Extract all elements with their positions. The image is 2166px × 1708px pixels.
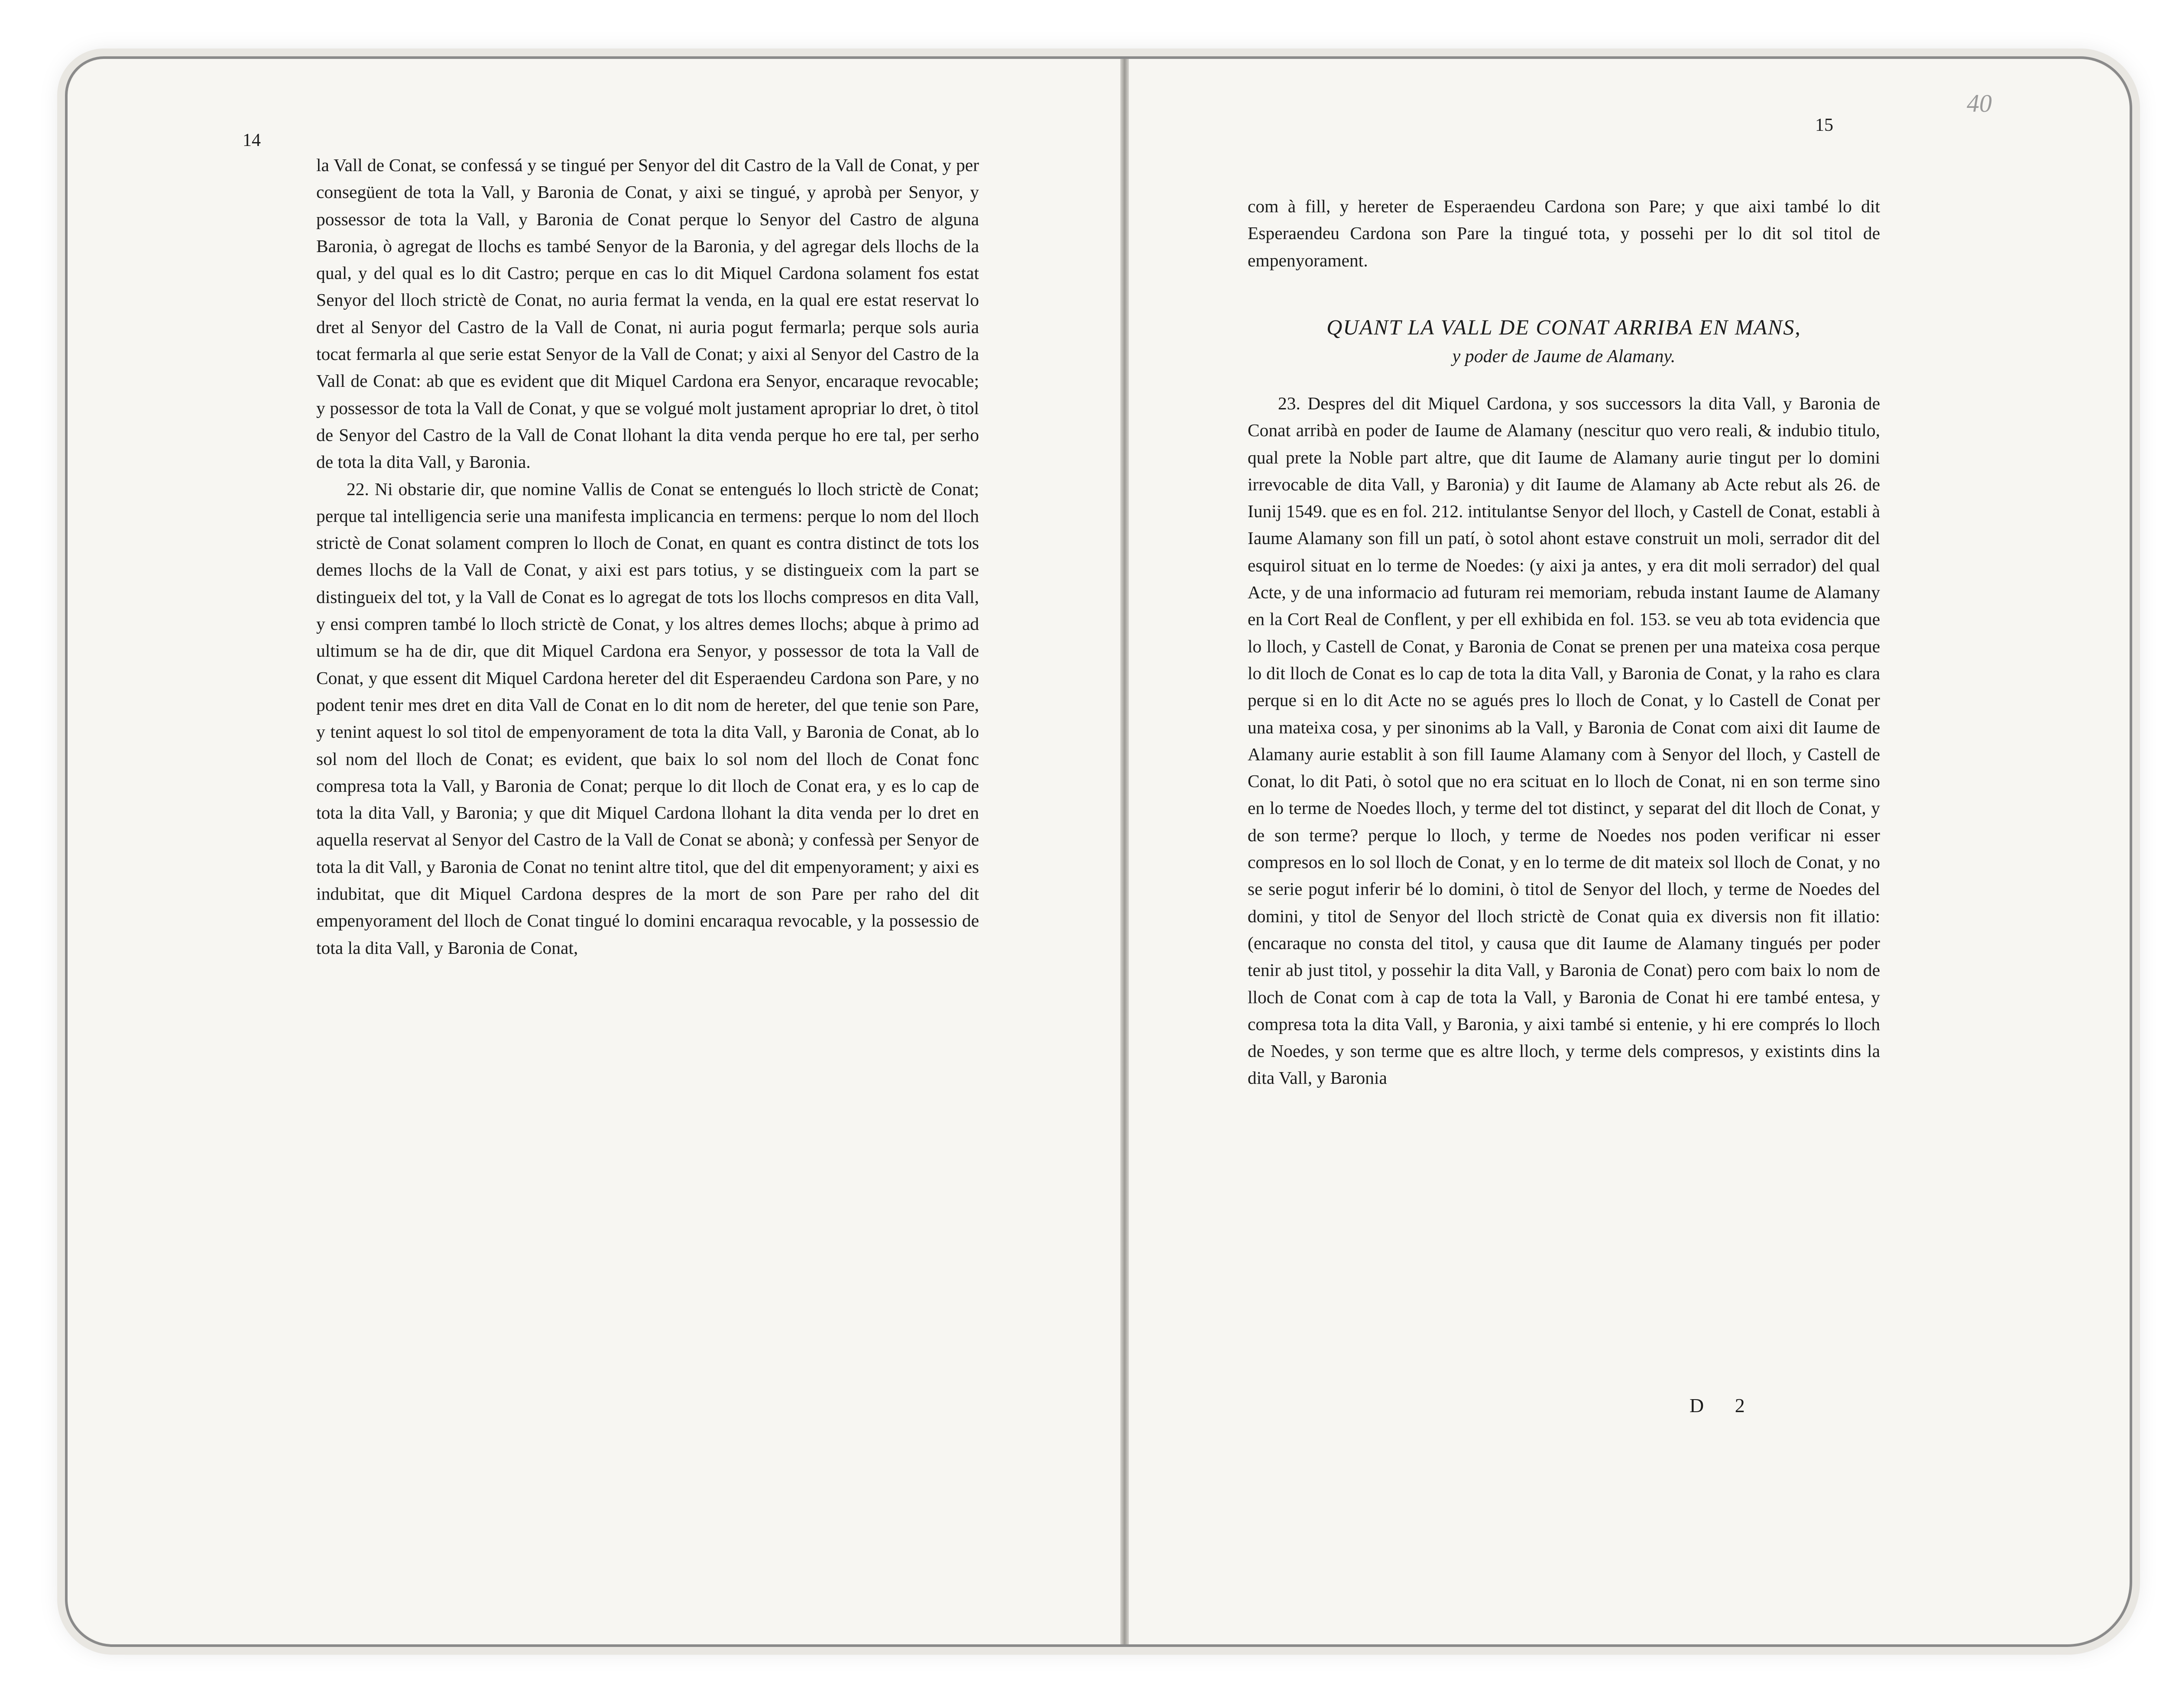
right-page-opening-text <box>1248 193 1880 274</box>
section-heading-line-2: y poder de Jaume de Alamany. <box>1452 347 1676 366</box>
left-paragraph-1: la Vall de Conat, se confessá y se tingué per Senyor del dit Castro de la Vall de Conat, y per consegüent de tota la Vall, y Baronia de Conat, y aixi se tingué, y aprobà per Senyor, y possessor de tota la Vall, y Baronia de Conat perque lo Senyor del Castro de alguna Baronia, ò agregat de llochs es també Senyor de la Baronia, y del agregar dels llochs de la qual, y del qual es lo dit Castro; perque en cas lo dit Miquel Cardona solament fos estat Senyor del lloch strictè de Conat, no auria fermat la venda, en la qual ere estat reservat lo dret al Senyor del Castro de la Vall de Conat, ni auria pogut fermarla; perque sols auria tocat fermarla al que serie estat Senyor de la Vall de Conat; y aixi al Senyor del Castro de la Vall de Conat: ab que es evident que dit Miquel Cardona era Senyor, encaraque revocable; y possessor de tota la Vall de Conat, y que se volgué molt justament apropriar lo dret, ò titol de Senyor del Castro de la Vall de Conat llohant la dita venda perque ho ere tal, per serho de tota la dita Vall, y Baronia. <box>316 155 979 472</box>
right-paragraph-23: 23. Despres del dit Miquel Cardona, y sos successors la dita Vall, y Baronia de Conat arribà en poder de Iaume de Alamany (nescitur quo vero reali, & indubio titulo, qual prete la Noble part altre, que dit Iaume de Alamany aurie tingut per lo domini irrevocable de dita Vall, y Baronia) y dit Iaume de Alamany ab Acte rebut als 26. de Iunij 1549. que es en fol. 212. intitulantse Senyor del lloch, y Castell de Conat, establi à Iaume Alamany son fill un patí, ò sotol ahont estave construit un moli, serrador dit del esquirol situat en lo terme de Noedes: (y aixi ja antes, y era dit moli serrador) del qual Acte, y de una informacio ad futuram rei memoriam, rebuda instant Iaume de Alamany en la Cort Real de Conflent, y per ell exhibida en fol. 153. se veu ab tota evidencia que lo lloch, y Castell de Conat, y Baronia de Conat se prenen per una mateixa cosa perque lo dit lloch de Conat es lo cap de tota la dita Vall, y Baronia de Conat, y la raho es clara perque si en lo dit Acte no se agués pres lo lloch de Conat, y lo Castell de Conat per una mateixa cosa, y per sinonims ab la Vall, y Baronia de Conat com aixi dit Iaume de Alamany aurie establit à son fill Iaume Alamany com à Senyor del lloch, y Castell de Conat, lo dit Pati, ò sotol que no era scituat en lo lloch de Conat, ni en son terme sino en lo terme de Noedes lloch, y terme del tot distinct, y separat del dit lloch de Conat, y de son terme? perque lo lloch, y terme de Noedes nos poden verificar ni esser compresos en lo sol lloch de Conat, y en lo terme de dit mateix sol lloch de Conat, y no se serie pogut inferir bé lo domini, ò titol de Senyor del lloch, y terme de Noedes del domini, y titol de Senyor del lloch strictè de Conat quia ex diversis non fit illatio: (encaraque no consta del titol, y causa que dit Iaume de Alamany tingués per poder tenir ab just titol, y possehir la dita Vall, y Baronia de Conat) pero com baix lo nom de lloch de Conat com à cap de tota la Vall, y Baronia de Conat hi ere també entesa, y compresa tota la dita Vall, y Baronia, y aixi també si entenie, y hi ere comprés lo lloch de Noedes, y son terme que es altre lloch, y terme dels compresos, y existints dins la dita Vall, y Baronia <box>1248 393 1880 1088</box>
signature-mark: D 2 <box>1689 1394 1758 1416</box>
left-page-text <box>316 152 979 961</box>
left-paragraph-2: 22. Ni obstarie dir, que nomine Vallis de Conat se entengués lo lloch strictè de Conat; perque tal intelligencia serie una manifesta implicancia en termens: perque lo nom del lloch strictè de Conat solament compren lo lloch de Conat, en quant es contra distinct de tots los demes llochs de la Vall de Conat, y aixi est pars totius, y se distingueix com la part se distingueix del tot, y la Vall de Conat es lo agregat de tots los llochs compresos en dita Vall, y ensi compren també lo lloch strictè de Conat, y los altres demes llochs; abque à primo ad ultimum se ha de dir, que dit Miquel Cardona era Senyor, y possessor de tota la Vall de Conat, y que essent dit Miquel Cardona hereter del dit Esperaendeu Cardona son Pare, y no podent tenir mes dret en dita Vall de Conat en lo dit nom de hereter, del que tenie son Pare, y tenint aquest lo sol titol de empenyorament de tota la dita Vall, y Baronia de Conat, ab lo sol nom del lloch de Conat; es evident, que baix lo sol nom del lloch de Conat fonc compresa tota la Vall, y Baronia de Conat; perque lo dit lloch de Conat era, y es lo cap de tota la dita Vall, y Baronia; y que dit Miquel Cardona llohant la dita venda per lo dret en aquella reservat al Senyor del Castro de la Vall de Conat se abonà; y confessà per Senyor de tota la dit Vall, y Baronia de Conat no tenint altre titol, que del dit empenyorament; y aixi es indubitat, que dit Miquel Cardona despres de la mort de son Pare per raho del dit empenyorament del lloch de Conat tingué lo domini encaraqua revocable, y la possessio de tota la dita Vall, y Baronia de Conat, <box>316 479 979 958</box>
section-heading <box>1248 312 1880 371</box>
right-page-text <box>1248 390 1880 1092</box>
right-page-number: 15 <box>1815 115 1833 135</box>
pencil-folio-note: 40 <box>1967 89 1992 117</box>
right-opening-paragraph: com à fill, y hereter de Esperaendeu Cardona son Pare; y que aixi també lo dit Esperaendeu Cardona son Pare la tingué tota, y possehi per lo dit sol titol de empenyorament. <box>1248 196 1880 270</box>
book-gutter <box>1120 59 1129 1644</box>
section-heading-line-1: QUANT LA VALL DE CONAT ARRIBA EN MANS, <box>1326 315 1801 339</box>
left-page-number: 14 <box>243 130 261 150</box>
